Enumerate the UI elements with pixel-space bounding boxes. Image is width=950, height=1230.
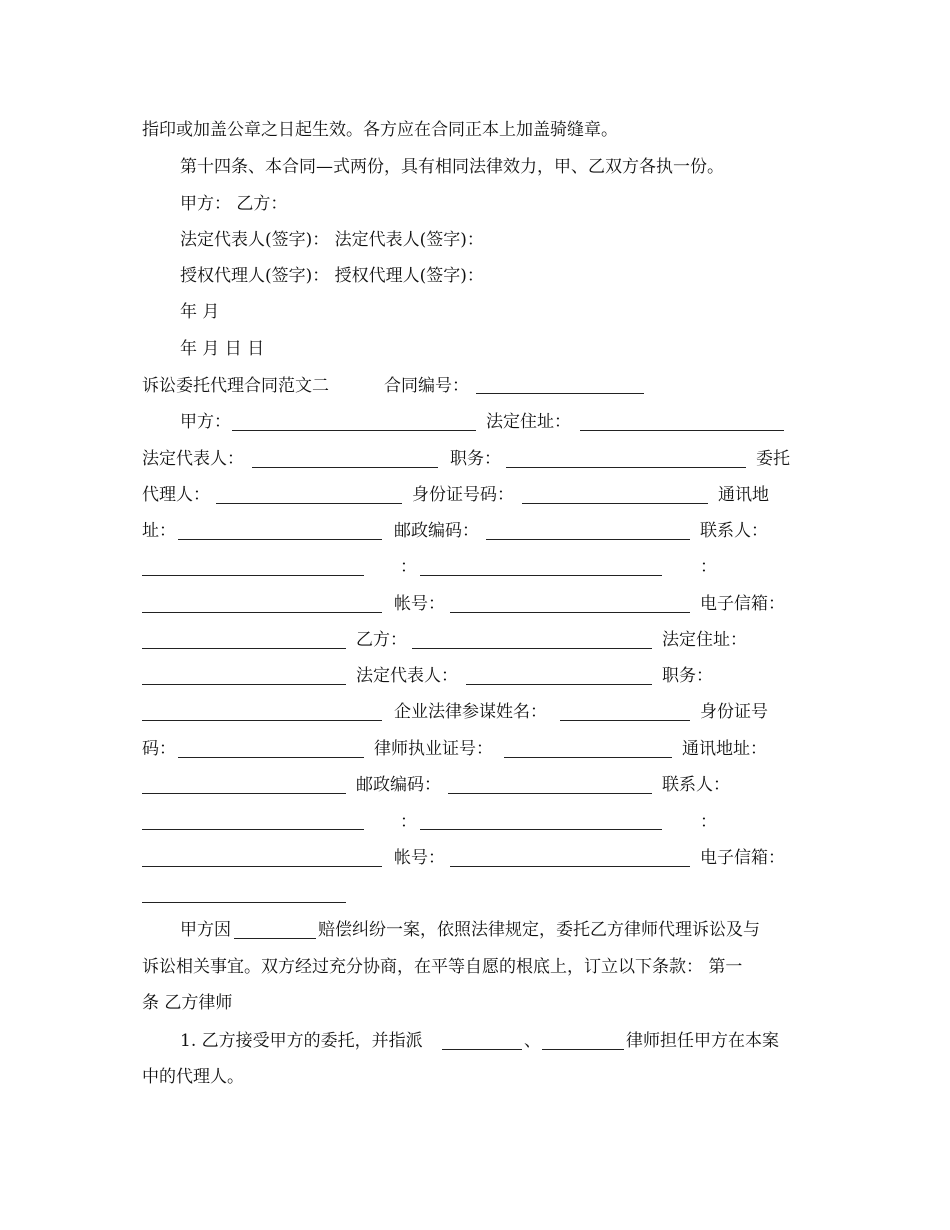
colon-2: ： [700,557,717,577]
account-label: 帐号： [394,594,445,614]
party-a-position-blank [506,467,746,468]
contact-b-blank [142,829,364,830]
email-b-blank [142,902,346,903]
postal-code-label-b: 邮政编码： [356,775,441,795]
lawyer-license-blank [504,757,672,758]
mailing-address-label-a: 通讯地 [718,485,769,505]
party-b-address-blank [142,684,346,685]
email-label-b: 电子信箱： [700,848,785,868]
text-line-agent-sign: 授权代理人(签字)： 授权代理人(签字)： [180,266,484,286]
party-b-label: 乙方： [356,630,407,650]
colon-3: ： [400,812,417,832]
case-type-blank [234,938,316,939]
party-a-address-blank [580,430,784,431]
party-b-legal-rep-label: 法定代表人： [356,666,458,686]
phone-b-blank [420,829,662,830]
contract-title: 诉讼委托代理合同范文二 [142,376,329,396]
contact-label-b: 联系人： [662,775,730,795]
mailing-address-b-blank [142,793,346,794]
account-b-blank [450,866,690,867]
contact-label: 联系人： [700,521,768,541]
phone-blank [420,575,662,576]
party-a-blank [232,430,476,431]
para-2-rest: 律师担任甲方在本案 [626,1031,779,1051]
colon-1: ： [400,557,417,577]
postal-code-b-blank [448,793,652,794]
para-2-separator: 、 [524,1031,541,1051]
party-b-position-blank [142,720,382,721]
text-line-date-1: 年 月 [180,302,220,322]
lawyer-license-label: 律师执业证号： [374,739,493,759]
party-a-label: 甲方： [180,412,231,432]
text-line-parties: 甲方： 乙方： [180,194,288,214]
lawyer-1-blank [442,1049,522,1050]
id-number-b-blank [178,757,364,758]
address-blank [178,539,382,540]
id-number-label-b: 身份证号 [700,702,768,722]
mailing-address-label-b: 通讯地址： [682,739,767,759]
email-blank [142,648,346,649]
account-blank [450,612,690,613]
agent-label: 代理人： [142,485,210,505]
id-number-cont-label: 码： [142,739,176,759]
party-b-legal-rep-blank [466,684,652,685]
address-cont-label: 址： [142,521,176,541]
entrust-label: 委托 [756,449,790,469]
postal-code-blank [486,539,690,540]
id-number-blank [522,503,708,504]
legal-advisor-name-blank [560,720,690,721]
para-2-line-2: 中的代理人。 [142,1067,244,1087]
text-line-legal-rep-sign: 法定代表人(签字)： 法定代表人(签字)： [180,230,484,250]
contract-no-label: 合同编号： [384,376,469,396]
party-b-position-label: 职务： [662,666,713,686]
email-label: 电子信箱： [700,594,785,614]
party-b-address-label: 法定住址： [662,630,747,650]
party-a-position-label: 职务： [450,449,501,469]
text-line-effective: 指印或加盖公章之日起生效。各方应在合同正本上加盖骑缝章。 [142,120,618,140]
party-a-legal-rep-label: 法定代表人： [142,449,244,469]
text-line-date-2: 年 月 日 日 [180,339,265,359]
fax-b-blank [142,866,382,867]
postal-code-label: 邮政编码： [394,521,479,541]
para-1-line-3: 条 乙方律师 [142,993,233,1013]
lawyer-2-blank [542,1049,624,1050]
para-2-start: 1. 乙方接受甲方的委托，并指派 [180,1031,423,1051]
para-1-rest: 赔偿纠纷一案，依照法律规定，委托乙方律师代理诉讼及与 [318,920,760,940]
party-a-address-label: 法定住址： [486,412,571,432]
text-line-article-14: 第十四条、本合同—式两份，具有相同法律效力，甲、乙双方各执一份。 [180,157,724,177]
para-1-start: 甲方因 [180,920,231,940]
party-a-legal-rep-blank [252,467,438,468]
colon-4: ： [700,812,717,832]
account-label-b: 帐号： [394,848,445,868]
agent-blank [216,503,402,504]
id-number-label: 身份证号码： [412,485,514,505]
party-b-blank [412,648,652,649]
legal-advisor-name-label: 企业法律参谋姓名： [394,702,547,722]
fax-blank [142,612,382,613]
contract-no-blank [476,393,644,394]
para-1-line-2: 诉讼相关事宜。双方经过充分协商，在平等自愿的根底上，订立以下条款： 第一 [142,957,743,977]
contact-blank [142,575,364,576]
